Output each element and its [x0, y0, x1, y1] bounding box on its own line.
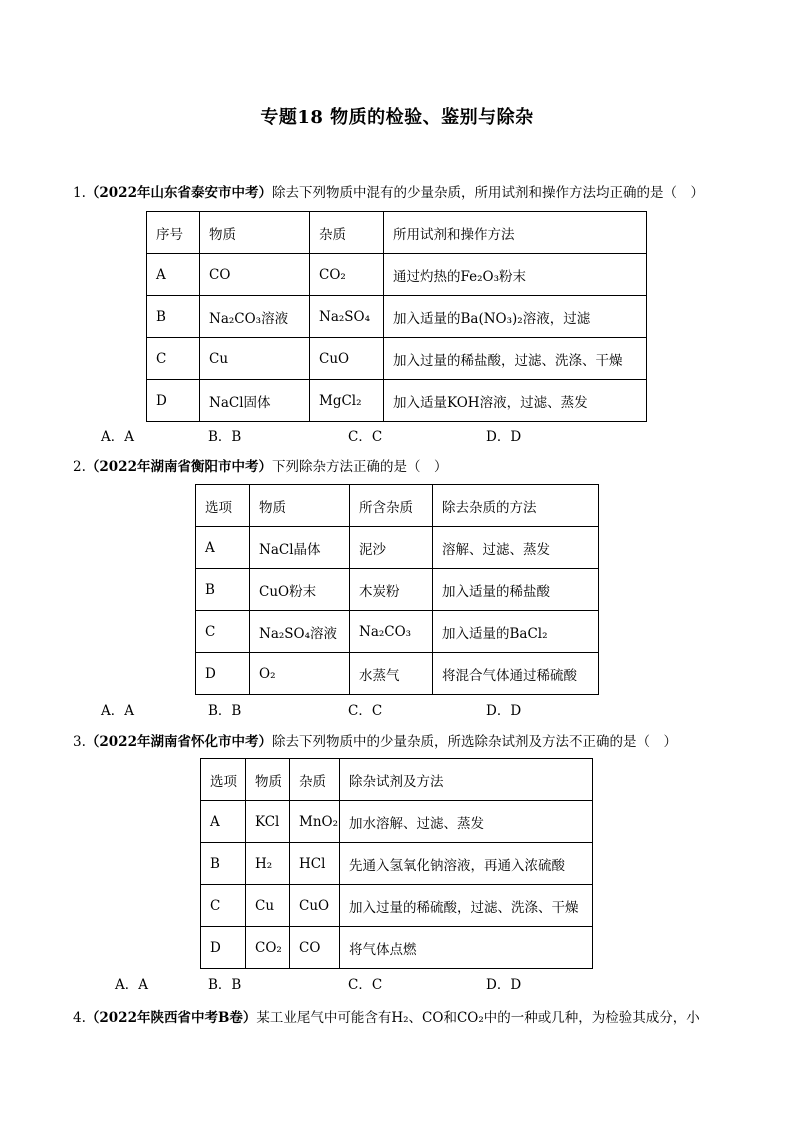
question-number: 1. [73, 185, 86, 201]
question-1 [73, 183, 704, 203]
table-cell: CuO [290, 885, 340, 927]
table-cell: H₂ [246, 843, 290, 885]
table-cell: A [147, 254, 200, 296]
option-a[interactable]: A．A [101, 429, 134, 445]
table-cell: CuO [310, 338, 384, 380]
table-cell: MnO₂ [290, 801, 340, 843]
table-cell: NaCl晶体 [250, 527, 350, 569]
table-row [196, 653, 599, 695]
table-cell: 加入过量的稀盐酸，过滤、洗涤、干燥 [384, 338, 647, 380]
table-cell: 加入适量的稀盐酸 [433, 569, 599, 611]
table-row [196, 611, 599, 653]
table-cell: 木炭粉 [350, 569, 433, 611]
table-row [147, 296, 647, 338]
table-cell: 加入适量的BaCl₂ [433, 611, 599, 653]
table-cell: 加水溶解、过滤、蒸发 [340, 801, 593, 843]
table-cell: Na₂SO₄溶液 [250, 611, 350, 653]
table-row [201, 885, 593, 927]
option-d[interactable]: D．D [486, 429, 522, 445]
question-text: 除去下列物质中混有的少量杂质，所用试剂和操作方法均正确的是（ ） [271, 185, 704, 201]
table-cell: B [201, 843, 246, 885]
option-b[interactable]: B．B [208, 977, 242, 993]
option-b[interactable]: B．B [208, 703, 242, 719]
question-2-table [195, 484, 599, 695]
question-source: （2022年山东省泰安市中考） [85, 185, 272, 201]
question-2 [73, 457, 447, 477]
table-row [147, 338, 647, 380]
question-number: 3. [73, 734, 86, 750]
table-cell: KCl [246, 801, 290, 843]
table-row [201, 843, 593, 885]
table-cell: D [196, 653, 250, 695]
table-cell: 水蒸气 [350, 653, 433, 695]
table-cell: 泥沙 [350, 527, 433, 569]
table-cell: A [196, 527, 250, 569]
page-title: 专题18 物质的检验、鉴别与除杂 [260, 107, 534, 128]
option-c[interactable]: C．C [348, 429, 383, 445]
table-header: 选项 [196, 485, 250, 527]
table-cell: Cu [246, 885, 290, 927]
question-2-options [0, 701, 794, 721]
table-cell: 溶解、过滤、蒸发 [433, 527, 599, 569]
question-text: 某工业尾气中可能含有H₂、CO和CO₂中的一种或几种，为检验其成分，小 [256, 1010, 700, 1026]
table-header: 所含杂质 [350, 485, 433, 527]
table-row [147, 380, 647, 422]
table-header: 杂质 [290, 759, 340, 801]
option-d[interactable]: D．D [486, 977, 522, 993]
table-cell: 加入适量KOH溶液，过滤、蒸发 [384, 380, 647, 422]
option-c[interactable]: C．C [348, 977, 383, 993]
table-cell: 先通入氢氧化钠溶液，再通入浓硫酸 [340, 843, 593, 885]
table-cell: Na₂CO₃ [350, 611, 433, 653]
table-cell: O₂ [250, 653, 350, 695]
question-source: （2022年湖南省衡阳市中考） [85, 459, 272, 475]
table-cell: 加入过量的稀硫酸，过滤、洗涤、干燥 [340, 885, 593, 927]
table-cell: C [196, 611, 250, 653]
table-row [196, 569, 599, 611]
table-cell: NaCl固体 [200, 380, 310, 422]
question-text: 除去下列物质中的少量杂质，所选除杂试剂及方法不正确的是（ ） [271, 734, 677, 750]
table-cell: C [201, 885, 246, 927]
table-cell: 将气体点燃 [340, 927, 593, 969]
option-a[interactable]: A．A [101, 703, 134, 719]
table-cell: CO [200, 254, 310, 296]
table-header-row [196, 485, 599, 527]
question-1-options [0, 427, 794, 447]
question-source: （2022年陕西省中考B卷） [85, 1010, 257, 1026]
option-b[interactable]: B．B [208, 429, 242, 445]
question-3-options [0, 975, 794, 995]
option-c[interactable]: C．C [348, 703, 383, 719]
table-cell: MgCl₂ [310, 380, 384, 422]
question-3-table [200, 758, 593, 969]
table-header: 除去杂质的方法 [433, 485, 599, 527]
option-d[interactable]: D．D [486, 703, 522, 719]
table-header: 除杂试剂及方法 [340, 759, 593, 801]
table-cell: Cu [200, 338, 310, 380]
table-cell: D [147, 380, 200, 422]
table-cell: CO₂ [246, 927, 290, 969]
table-header: 所用试剂和操作方法 [384, 212, 647, 254]
table-cell: 将混合气体通过稀硫酸 [433, 653, 599, 695]
table-cell: A [201, 801, 246, 843]
question-text: 下列除杂方法正确的是（ ） [271, 459, 448, 475]
table-header: 物质 [246, 759, 290, 801]
table-cell: 加入适量的Ba(NO₃)₂溶液，过滤 [384, 296, 647, 338]
question-source: （2022年湖南省怀化市中考） [85, 734, 272, 750]
question-4 [73, 1008, 700, 1028]
table-header-row [147, 212, 647, 254]
table-row [196, 527, 599, 569]
table-cell: Na₂CO₃溶液 [200, 296, 310, 338]
table-cell: D [201, 927, 246, 969]
table-row [201, 801, 593, 843]
table-header-row [201, 759, 593, 801]
question-3 [73, 732, 677, 752]
option-a[interactable]: A．A [115, 977, 148, 993]
question-number: 4. [73, 1010, 86, 1026]
table-header: 选项 [201, 759, 246, 801]
table-cell: CO [290, 927, 340, 969]
table-header: 物质 [250, 485, 350, 527]
question-number: 2. [73, 459, 86, 475]
table-header: 杂质 [310, 212, 384, 254]
table-cell: 通过灼热的Fe₂O₃粉末 [384, 254, 647, 296]
table-cell: B [147, 296, 200, 338]
table-cell: CuO粉末 [250, 569, 350, 611]
table-cell: C [147, 338, 200, 380]
table-row [147, 254, 647, 296]
table-cell: HCl [290, 843, 340, 885]
question-1-table [146, 211, 647, 422]
table-cell: Na₂SO₄ [310, 296, 384, 338]
table-cell: B [196, 569, 250, 611]
table-header: 物质 [200, 212, 310, 254]
table-header: 序号 [147, 212, 200, 254]
table-cell: CO₂ [310, 254, 384, 296]
table-row [201, 927, 593, 969]
